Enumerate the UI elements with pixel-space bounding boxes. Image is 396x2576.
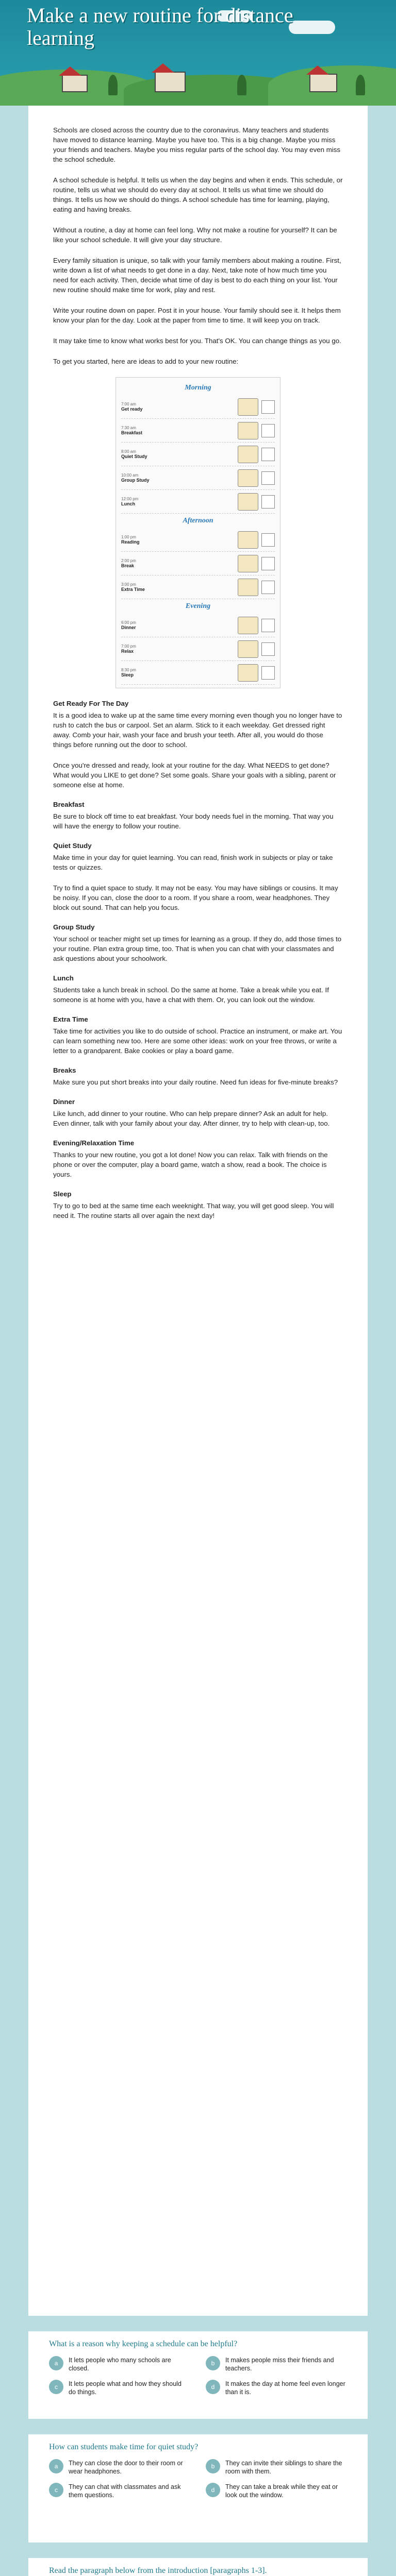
question-1 xyxy=(28,2331,368,2419)
paragraph: A school schedule is helpful. It tells us when the day begins and when it ends. This schedule, or routine, tells us what we should do every day at school. It tells us what time we should do things. It tells us how we should do things. A school schedule has time for learning, playing, eating and having breaks. xyxy=(53,176,343,213)
section-paragraph: Like lunch, add dinner to your routine. Who can help prepare dinner? Ask an adult for help. Even dinner, talk with your family about your day. After dinner, try to help with clean-up, too. xyxy=(53,1110,330,1127)
routine-checkbox xyxy=(261,400,275,414)
question-title: How can students make time for quiet study? xyxy=(49,2443,199,2451)
routine-row: 8:30 pm Sleep xyxy=(121,661,275,685)
option-d[interactable]: d They can take a break while they eat or look out the window. xyxy=(206,2483,347,2499)
routine-checkbox xyxy=(261,666,275,680)
routine-row: 6:00 pm Dinner xyxy=(121,614,275,637)
section-paragraph: Students take a lunch break in school. Do the same at home. Take a break while you eat. If someone is at home with you, have a chat with them. Or, you can look out the window. xyxy=(53,986,329,1004)
option-d[interactable]: d It makes the day at home feel even longer than it is. xyxy=(206,2380,347,2396)
section-paragraph: Try to go to bed at the same time each weeknight. That way, you will get good sleep. You will need it. The routine starts all over again the next day! xyxy=(53,1202,334,1219)
section-paragraph: Take time for activities you like to do outside of school. Practice an instrument, or make art. You can learn something new too. Here are some other ideas: work on your free throws, or write a letter to a grandparent. Bake cookies or play a board game. xyxy=(53,1027,342,1055)
section-heading: Sleep xyxy=(53,1190,72,1198)
question-2 xyxy=(28,2434,368,2543)
routine-picture xyxy=(238,398,258,416)
article xyxy=(28,106,368,2316)
routine-row: 3:00 pm Extra Time xyxy=(121,575,275,599)
routine-picture xyxy=(238,493,258,511)
section-heading: Group Study xyxy=(53,923,95,931)
option-c[interactable]: c They can chat with classmates and ask them questions. xyxy=(49,2483,190,2499)
section-heading: Quiet Study xyxy=(53,842,92,850)
routine-picture xyxy=(238,555,258,572)
section-heading: Evening/Relaxation Time xyxy=(53,1139,135,1147)
routine-picture xyxy=(238,579,258,596)
routine-row: 12:00 pm Lunch xyxy=(121,490,275,514)
routine-checkbox xyxy=(261,448,275,461)
routine-row: 7:30 am Breakfast xyxy=(121,419,275,443)
routine-row: 7:00 am Get ready xyxy=(121,395,275,419)
paragraph: Without a routine, a day at home can feel long. Why not make a routine for yourself? It can be like your school schedule. It will give your day structure. xyxy=(53,226,337,244)
routine-checkbox xyxy=(261,424,275,437)
section-heading: Extra Time xyxy=(53,1015,88,1023)
routine-checkbox xyxy=(261,557,275,570)
question-title: Read the paragraph below from the introduction [paragraphs 1-3]. xyxy=(49,2566,267,2575)
page-title: Make a new routine for distance learning xyxy=(27,4,293,49)
routine-chart xyxy=(116,377,280,688)
routine-row: 10:00 am Group Study xyxy=(121,466,275,490)
section-paragraph: Be sure to block off time to eat breakfast. Your body needs fuel in the morning. That way you will have the energy to follow your routine. xyxy=(53,812,334,830)
paragraph: Schools are closed across the country due to the coronavirus. Many teachers and students have moved to distance learning. Maybe you have too. This is a big change. Maybe you miss your friends and teachers. Maybe you miss regular parts of the school day. You may even miss the school schedule. xyxy=(53,126,341,163)
section-paragraph: Make sure you put short breaks into your daily routine. Need fun ideas for five-minute breaks? xyxy=(53,1078,338,1086)
routine-picture xyxy=(238,664,258,682)
routine-checkbox xyxy=(261,642,275,656)
routine-row: 2:00 pm Break xyxy=(121,552,275,575)
routine-checkbox xyxy=(261,495,275,509)
routine-picture xyxy=(238,422,258,439)
section-paragraph: It is a good idea to wake up at the same time every morning even though you no longer have to rush to catch the bus or carpool. Set an alarm. Stick to it each weekday. Get dressed right away. Comb your hair, wash your face and brush your teeth. After all, you would do those things before running out the door to school. xyxy=(53,711,342,749)
routine-row: 8:00 am Quiet Study xyxy=(121,443,275,466)
section-paragraph: Your school or teacher might set up times for learning as a group. If they do, add those times to your routine. Plan extra group time, too. That is when you can chat with your classmates and ask questions about your schoolwork. xyxy=(53,935,342,962)
section-heading: Breaks xyxy=(53,1066,76,1074)
section-paragraph: Try to find a quiet space to study. It may not be easy. You may have siblings or cousins. It may be noisy. If you can, close the door to a room. If you share a room, wear headphones. They block out sound. That can help you focus. xyxy=(53,884,338,911)
routine-checkbox xyxy=(261,533,275,547)
option-a[interactable]: a It lets people who many schools are closed. xyxy=(49,2356,190,2372)
paragraph: It may take time to know what works best for you. That's OK. You can change things as you go. xyxy=(53,337,341,345)
routine-afternoon-heading: Afternoon xyxy=(183,517,213,524)
section-paragraph: Thanks to your new routine, you got a lot done! Now you can relax. Talk with friends on the phone or over the computer, play a board game, watch a show, read a book. The choice is yours. xyxy=(53,1151,328,1178)
article-sections xyxy=(53,700,343,1221)
section-heading: Breakfast xyxy=(53,801,85,808)
header-banner xyxy=(0,0,396,106)
section-heading: Lunch xyxy=(53,974,74,982)
paragraph: Every family situation is unique, so talk with your family members about making a routine. First, write down a list of what needs to get done in a day. Next, take note of how much time you need for each activity. Then, decide what time of day is best to do each thing on your list. Your new routine should make time for work, play and rest. xyxy=(53,257,341,294)
routine-picture xyxy=(238,531,258,549)
routine-picture xyxy=(238,617,258,634)
question-title: What is a reason why keeping a schedule can be helpful? xyxy=(49,2340,238,2348)
routine-row: 1:00 pm Reading xyxy=(121,528,275,552)
routine-evening-heading: Evening xyxy=(185,602,211,610)
routine-checkbox xyxy=(261,471,275,485)
option-b[interactable]: b It makes people miss their friends and teachers. xyxy=(206,2356,347,2372)
paragraph: Write your routine down on paper. Post it in your house. Your family should see it. It helps them know your plan for the day. Look at the paper from time to time. It will keep you on track. xyxy=(53,307,341,324)
routine-checkbox xyxy=(261,581,275,594)
routine-checkbox xyxy=(261,619,275,632)
section-paragraph: Once you're dressed and ready, look at your routine for the day. What NEEDS to get done? What would you LIKE to get done? Set some goals. Share your goals with a sibling, parent or someone else at home. xyxy=(53,761,336,789)
section-heading: Get Ready For The Day xyxy=(53,700,129,707)
paragraph: To get you started, here are ideas to add to your new routine: xyxy=(53,358,239,365)
routine-picture xyxy=(238,640,258,658)
section-paragraph: Make time in your day for quiet learning. You can read, finish work in subjects or play or take tests or quizzes. xyxy=(53,854,333,871)
routine-picture xyxy=(238,446,258,463)
routine-row: 7:00 pm Relax xyxy=(121,637,275,661)
question-3 xyxy=(28,2558,368,2576)
option-b[interactable]: b They can invite their siblings to share the room with them. xyxy=(206,2459,347,2476)
routine-morning-heading: Morning xyxy=(185,384,211,392)
routine-picture xyxy=(238,469,258,487)
option-a[interactable]: a They can close the door to their room or wear headphones. xyxy=(49,2459,190,2476)
option-c[interactable]: c It lets people what and how they should do things. xyxy=(49,2380,190,2396)
section-heading: Dinner xyxy=(53,1098,75,1106)
